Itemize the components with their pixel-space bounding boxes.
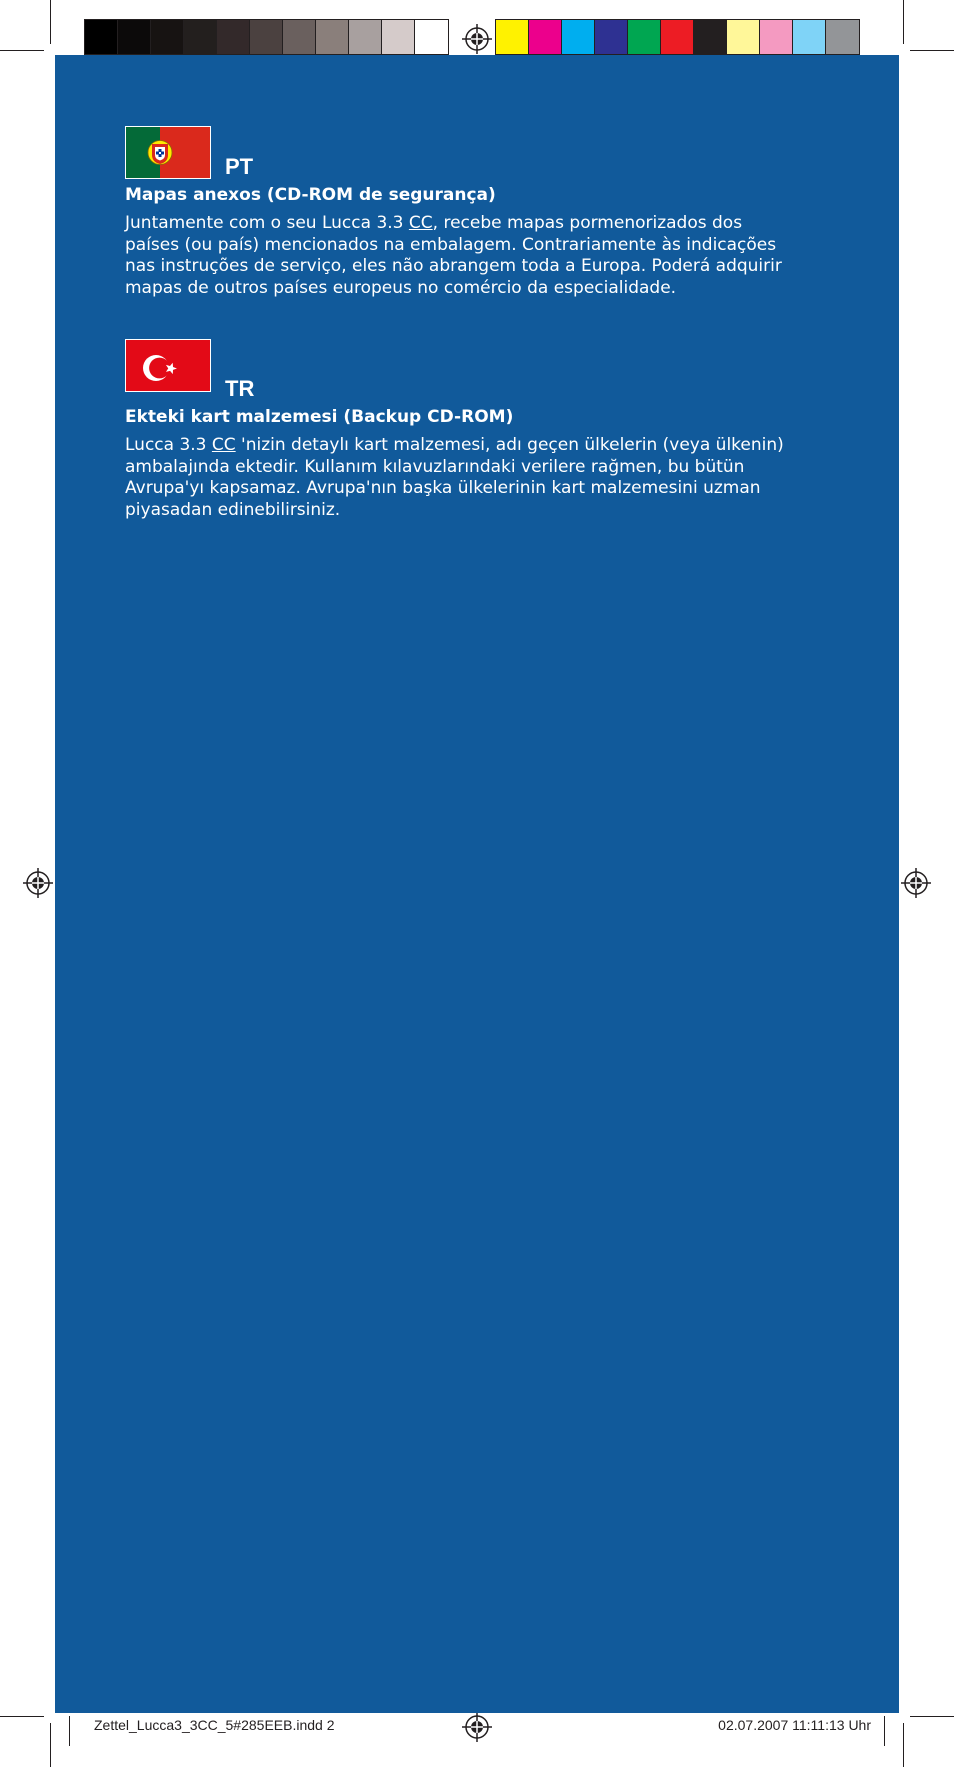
crop-mark — [0, 50, 44, 51]
registration-mark-icon — [462, 1712, 492, 1742]
slug-filename: Zettel_Lucca3_3CC_5#285EEB.indd 2 — [94, 1717, 335, 1733]
section-pt — [125, 126, 830, 316]
section-heading: Ekteki kart malzemesi (Backup CD-ROM) — [125, 407, 514, 427]
color-swatch — [250, 20, 283, 54]
crop-mark — [903, 1723, 904, 1767]
section-tr — [125, 339, 830, 529]
color-swatch — [349, 20, 382, 54]
registration-mark-icon — [901, 868, 931, 898]
color-swatch — [316, 20, 349, 54]
color-swatch — [283, 20, 316, 54]
section-body — [125, 435, 830, 521]
body-line: Avrupa'yı kapsamaz. Avrupa'nın başka ülkelerinin kart malzemesini uzman — [125, 478, 761, 498]
registration-mark-icon — [462, 24, 492, 54]
color-swatch — [415, 20, 448, 54]
gray-ramp — [84, 19, 449, 55]
registration-mark-icon — [23, 868, 53, 898]
color-swatch — [628, 20, 661, 54]
body-line: Lucca 3.3 CC 'nizin detaylı kart malzemesi, adı geçen ülkelerin (veya ülkenin) — [125, 435, 784, 455]
color-swatch — [529, 20, 562, 54]
crop-mark — [903, 0, 904, 44]
color-swatch — [793, 20, 826, 54]
color-swatch — [118, 20, 151, 54]
crop-mark — [0, 1716, 44, 1717]
crop-mark — [910, 1716, 954, 1717]
color-swatch — [382, 20, 415, 54]
color-swatch — [826, 20, 859, 54]
section-heading: Mapas anexos (CD-ROM de segurança) — [125, 185, 496, 205]
slug-datetime: 02.07.2007 11:11:13 Uhr — [718, 1717, 871, 1733]
body-line: países (ou país) mencionados na embalagem. Contrariamente às indicações — [125, 234, 777, 255]
body-line: ambalajında ektedir. Kullanım kılavuzlarındaki verilere rağmen, bu bütün — [125, 456, 745, 477]
body-line: mapas de outros países europeus no comércio da especialidade. — [125, 277, 677, 298]
color-swatch — [562, 20, 595, 54]
color-swatch — [661, 20, 694, 54]
color-swatch — [727, 20, 760, 54]
crop-mark — [910, 50, 954, 51]
slug-tick — [69, 1716, 70, 1746]
body-line: Juntamente com o seu Lucca 3.3 CC, recebe mapas pormenorizados dos — [125, 213, 743, 233]
portugal-flag-icon — [125, 126, 211, 179]
section-body — [125, 213, 830, 299]
color-swatch — [760, 20, 793, 54]
process-colors — [495, 19, 860, 55]
color-swatch — [217, 20, 250, 54]
slug-tick — [884, 1716, 885, 1746]
turkey-flag-icon — [125, 339, 211, 392]
body-line: nas instruções de serviço, eles não abrangem toda a Europa. Poderá adquirir — [125, 256, 782, 276]
country-code: PT — [225, 154, 254, 179]
color-swatch — [595, 20, 628, 54]
crop-mark — [50, 1723, 51, 1767]
color-swatch — [184, 20, 217, 54]
body-line: piyasadan edinebilirsiniz. — [125, 499, 341, 520]
country-code: TR — [225, 376, 255, 401]
color-swatch — [496, 20, 529, 54]
color-swatch — [151, 20, 184, 54]
crop-mark — [50, 0, 51, 44]
color-swatch — [85, 20, 118, 54]
color-swatch — [694, 20, 727, 54]
